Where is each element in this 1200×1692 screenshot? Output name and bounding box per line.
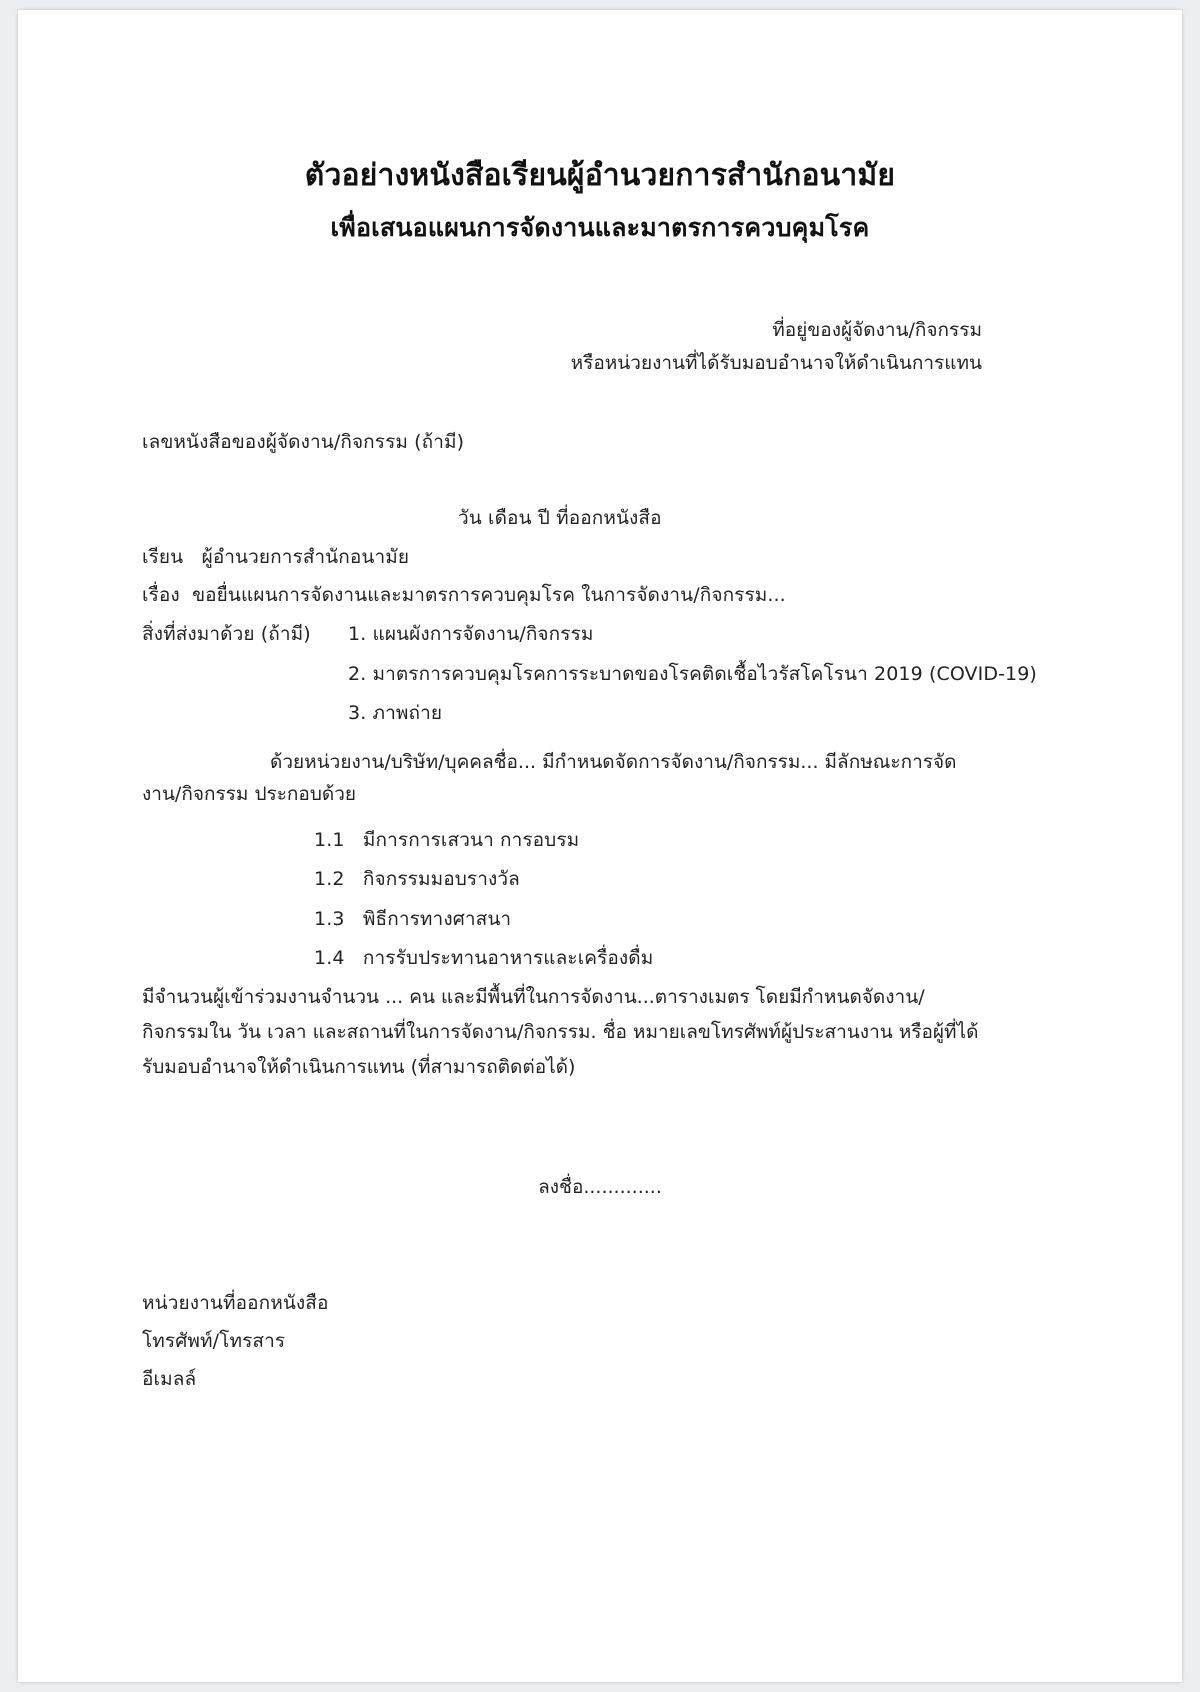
signature-line: ลงชื่อ............. xyxy=(538,1176,662,1198)
activity-item-1-3: 1.3 พิธีการทางศาสนา xyxy=(314,908,512,930)
sender-address-line-2: หรือหน่วยงานที่ได้รับมอบอำนาจให้ดำเนินการแทน xyxy=(570,352,982,374)
sender-address-line-1: ที่อยู่ของผู้จัดงาน/กิจกรรม xyxy=(772,319,982,341)
enclosure-item-3: 3. ภาพถ่าย xyxy=(348,702,443,724)
activity-item-1-2: 1.2 กิจกรรมมอบรางวัล xyxy=(314,868,520,890)
footer-phone-fax: โทรศัพท์/โทรสาร xyxy=(142,1330,286,1352)
page-title: ตัวอย่างหนังสือเรียนผู้อำนวยการสำนักอนามัย xyxy=(304,158,896,193)
reference-number: เลขหนังสือของผู้จัดงาน/กิจกรรม (ถ้ามี) xyxy=(142,431,465,453)
date-line: วัน เดือน ปี ที่ออกหนังสือ xyxy=(458,507,662,529)
subject-line: เรื่อง ขอยื่นแผนการจัดงานและมาตรการควบคุมโรค ในการจัดงาน/กิจกรรม... xyxy=(142,584,786,606)
activity-item-1-1: 1.1 มีการการเสวนา การอบรม xyxy=(314,829,580,851)
enclosure-item-1: 1. แผนผังการจัดงาน/กิจกรรม xyxy=(348,623,594,645)
page-subtitle: เพื่อเสนอแผนการจัดงานและมาตรการควบคุมโรค xyxy=(330,213,870,242)
document-page xyxy=(18,10,1182,1682)
enclosure-label: สิ่งที่ส่งมาด้วย (ถ้ามี) xyxy=(142,623,311,645)
footer-issuing-unit: หน่วยงานที่ออกหนังสือ xyxy=(142,1292,329,1314)
salutation: เรียน ผู้อำนวยการสำนักอนามัย xyxy=(142,546,410,568)
enclosure-item-2: 2. มาตรการควบคุมโรคการระบาดของโรคติดเชื้อไวรัสโคโรนา 2019 (COVID-19) xyxy=(348,663,1037,685)
footer-email: อีเมลล์ xyxy=(142,1368,197,1390)
document-body xyxy=(18,10,1182,1682)
activity-item-1-4: 1.4 การรับประทานอาหารและเครื่องดื่ม xyxy=(314,947,654,969)
body-paragraph-1: ด้วยหน่วยงาน/บริษัท/บุคคลชื่อ... มีกำหนดจัดการจัดงาน/กิจกรรม... มีลักษณะการจัดงาน/กิจกรรม ประกอบด้วย xyxy=(142,751,957,806)
body-paragraph-2: มีจำนวนผู้เข้าร่วมงานจำนวน ... คน และมีพื้นที่ในการจัดงาน...ตารางเมตร โดยมีกำหนดจัดงาน/กิจกรรมใน วัน เวลา และสถานที่ในการจัดงาน/กิจกรรม. ชื่อ หมายเลขโทรศัพท์ผู้ประสานงาน หรือผู้ที่ได้รับมอบอำนาจให้ดำเนินการแทน (ที่สามารถติดต่อได้) xyxy=(142,986,979,1079)
